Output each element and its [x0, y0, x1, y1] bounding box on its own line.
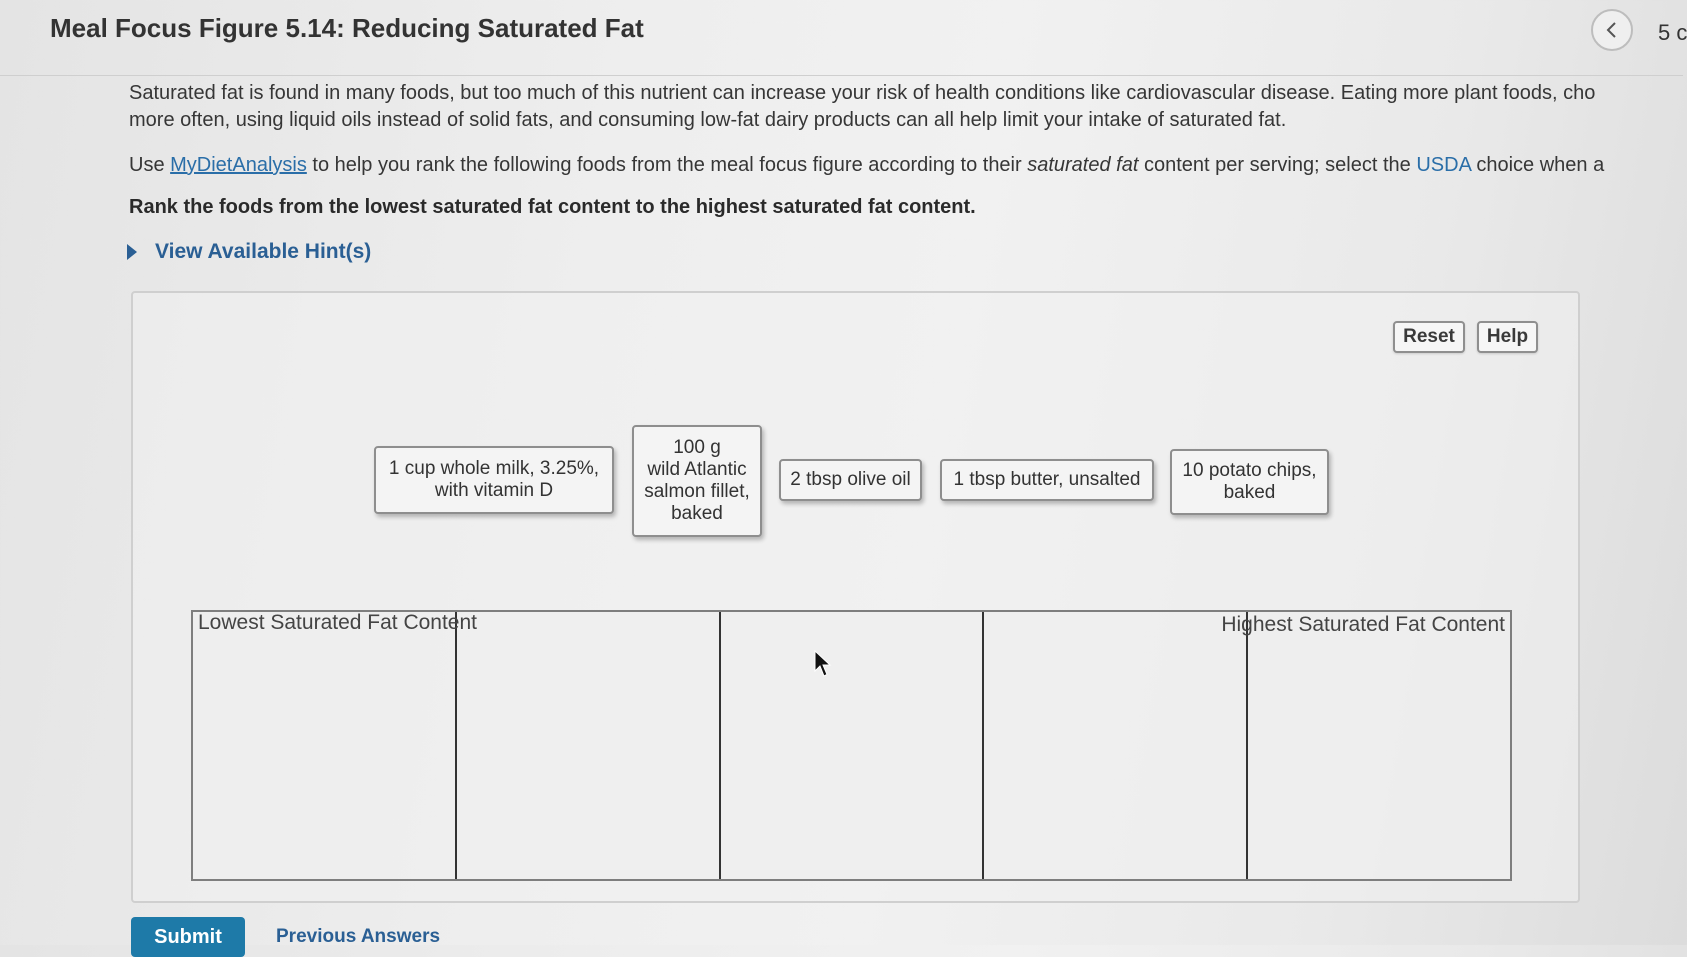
previous-answers-link[interactable]: Previous Answers: [276, 926, 441, 947]
rank-slot-1[interactable]: [193, 612, 457, 879]
saturated-fat-emphasis: saturated fat: [1027, 154, 1139, 176]
rank-slot-3[interactable]: [721, 612, 985, 879]
intro-paragraph: [129, 80, 1595, 134]
draggable-item-whole-milk[interactable]: 1 cup whole milk, 3.25%, with vitamin D: [374, 446, 614, 514]
rank-slot-4[interactable]: [984, 612, 1248, 879]
header-bar: [0, 0, 1687, 76]
mydietanalysis-link[interactable]: MyDietAnalysis: [170, 154, 307, 176]
submit-button[interactable]: Submit: [131, 917, 245, 957]
previous-part-button[interactable]: [1591, 9, 1633, 51]
instruction-suffix: choice when a: [1470, 154, 1605, 176]
lowest-rank-label: Lowest Saturated Fat Content: [198, 611, 477, 634]
mouse-pointer-icon: [814, 650, 832, 678]
question-text: [129, 80, 1683, 230]
rank-instruction: Rank the foods from the lowest saturated fat content to the highest saturated fat content.: [129, 196, 976, 218]
draggable-item-olive-oil[interactable]: 2 tbsp olive oil: [779, 459, 922, 501]
help-button[interactable]: Help: [1477, 321, 1538, 353]
instruction-middle: to help you rank the following foods from the meal focus figure according to their: [306, 154, 1028, 176]
instruction-prefix: Use: [129, 154, 171, 176]
view-hints-label: View Available Hint(s): [155, 240, 372, 263]
page-title: Meal Focus Figure 5.14: Reducing Saturated Fat: [50, 13, 644, 43]
view-hints-toggle[interactable]: [127, 240, 371, 264]
ranking-drop-area: [191, 610, 1512, 881]
highest-rank-label: Highest Saturated Fat Content: [1221, 613, 1505, 636]
rank-slot-5[interactable]: [1248, 612, 1510, 879]
instruction-paragraph: [129, 152, 1604, 179]
instruction-after: content per serving; select the: [1138, 154, 1417, 176]
draggable-item-potato-chips[interactable]: 10 potato chips, baked: [1170, 449, 1329, 515]
draggable-item-butter[interactable]: 1 tbsp butter, unsalted: [940, 459, 1154, 501]
caret-right-icon: [127, 244, 137, 260]
intro-line-2: more often, using liquid oils instead of solid fats, and consuming low-fat dairy products can all help limit your intake of saturated fat.: [129, 109, 1287, 131]
page-indicator: 5 c: [1658, 20, 1687, 45]
chevron-left-icon: [1603, 21, 1621, 39]
intro-line-1: Saturated fat is found in many foods, but too much of this nutrient can increase your risk of health conditions like cardiovascular disease. Eating more plant foods, cho: [129, 82, 1596, 104]
draggable-item-salmon-fillet[interactable]: 100 g wild Atlantic salmon fillet, baked: [632, 425, 762, 537]
rank-slot-2[interactable]: [457, 612, 721, 879]
usda-text: USDA: [1416, 154, 1471, 176]
reset-button[interactable]: Reset: [1393, 321, 1465, 353]
